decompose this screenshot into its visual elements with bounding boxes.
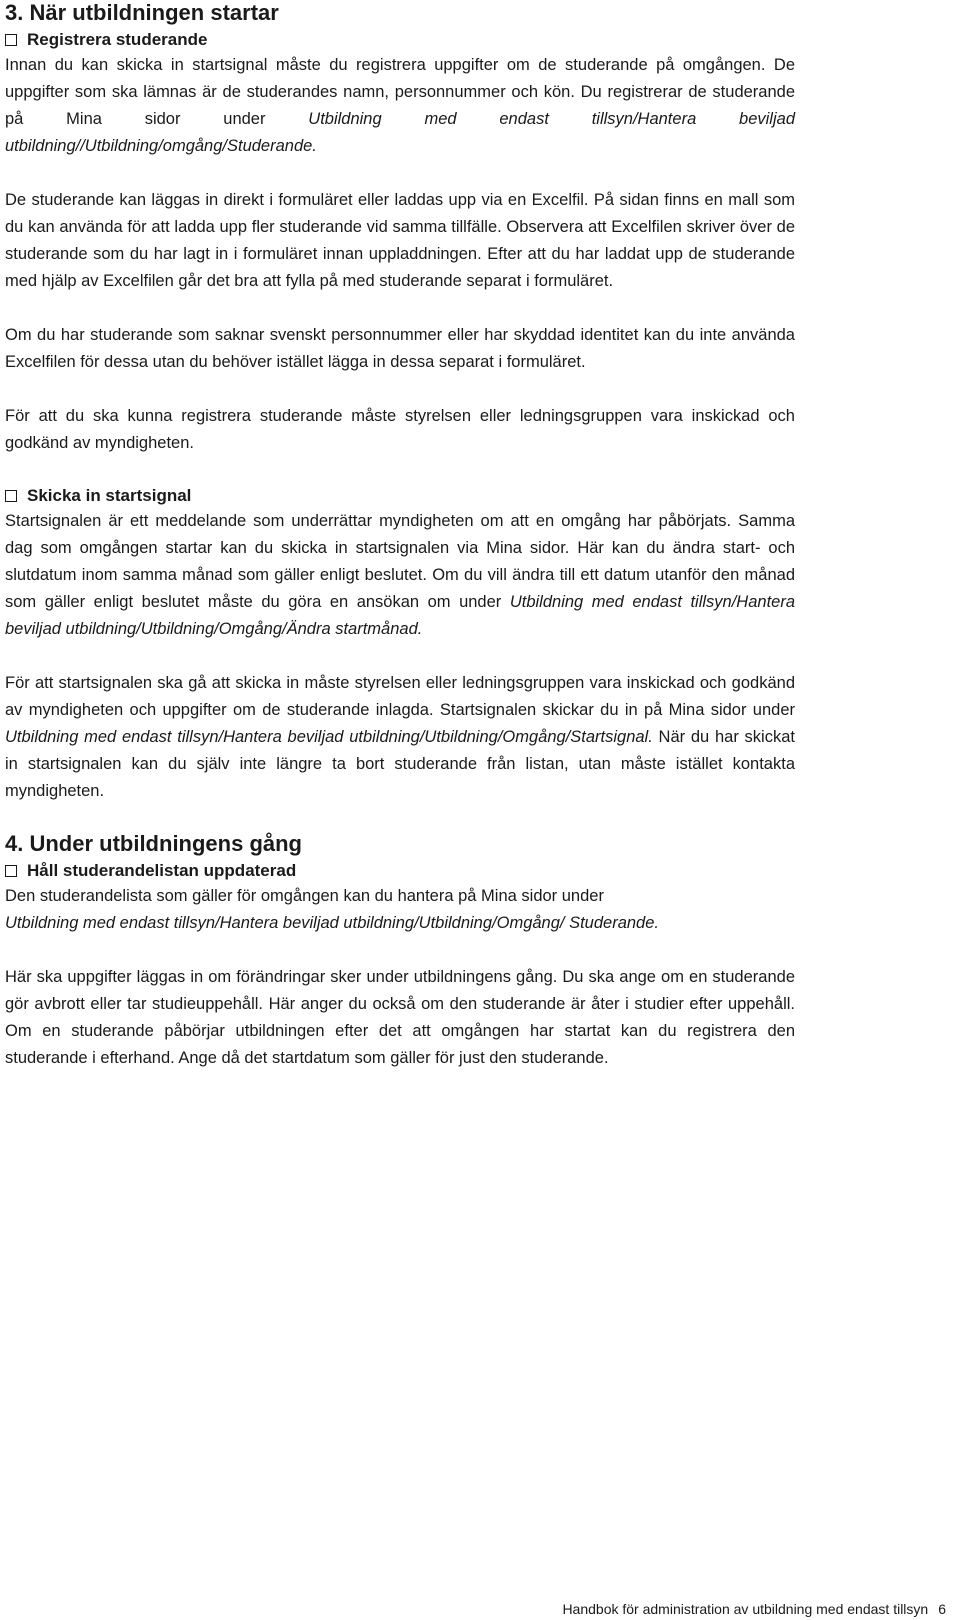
- checklist-item-title: Registrera studerande: [27, 30, 208, 49]
- paragraph: De studerande kan läggas in direkt i formuläret eller laddas upp via en Excelfil. På sidan finns en mall som du kan använda för att ladda upp fler studerande vid samma tillfälle. Observera att Excelfilen skriver över de studerande som du har lagt in i formuläret innan uppladdningen. Efter att du har laddat upp de studerande med hjälp av Excelfilen går det bra att fylla på med studerande separat i formuläret.: [5, 191, 795, 290]
- menu-path: Utbildning med endast tillsyn/Hantera beviljad utbildning/Utbildning/Omgång/Startsignal.: [5, 728, 653, 746]
- checklist-item-skicka-in-startsignal: [5, 484, 795, 508]
- paragraph: Här ska uppgifter läggas in om förändringar sker under utbildningens gång. Du ska ange om en studerande gör avbrott eller tar studieuppehåll. Här anger du också om den studerande är åter i studier efter uppehåll. Om en studerande påbörjar utbildningen efter det att omgången har startat kan du registrera den studerande i efterhand. Ange då det startdatum som gäller för just den studerande.: [5, 968, 795, 1067]
- paragraph: För att startsignalen ska gå att skicka in måste styrelsen eller ledningsgruppen vara inskickad och godkänd av myndigheten och uppgifter om de studerande inlagda. Startsignalen skickar du in på Mina sidor under Utbildning med endast tillsyn/Hantera beviljad utbildning/Utbildning/Omgång/Startsignal. När du har skickat in startsignalen kan du själv inte längre ta bort studerande från listan, utan måste istället kontakta myndigheten.: [5, 674, 795, 800]
- checklist-item-title: Skicka in startsignal: [27, 486, 192, 505]
- menu-path: Utbildning med endast tillsyn/Hantera beviljad utbildning//Utbildning/omgång/Studerande.: [5, 110, 795, 155]
- paragraph: För att du ska kunna registrera studerande måste styrelsen eller ledningsgruppen vara inskickad och godkänd av myndigheten.: [5, 407, 795, 452]
- paragraph: Den studerandelista som gäller för omgången kan du hantera på Mina sidor under Utbildning med endast tillsyn/Hantera beviljad utbildning/Utbildning/Omgång/ Studerande.: [5, 887, 659, 932]
- checklist-item-title: Håll studerandelistan uppdaterad: [27, 861, 297, 880]
- page-footer: [562, 1600, 946, 1618]
- menu-path: Utbildning med endast tillsyn/Hantera beviljad utbildning/Utbildning/Omgång/ Studerande.: [5, 914, 659, 932]
- footer-title: Handbok för administration av utbildning med endast tillsyn: [562, 1601, 929, 1617]
- paragraph: Om du har studerande som saknar svenskt personnummer eller har skyddad identitet kan du inte använda Excelfilen för dessa utan du behöver istället lägga in dessa separat i formuläret.: [5, 326, 795, 371]
- section-4-heading: 4. Under utbildningens gång: [5, 831, 302, 856]
- menu-path: Utbildning med endast tillsyn/Hantera beviljad utbildning/Utbildning/Omgång/Ändra startmånad.: [5, 593, 795, 638]
- checkbox-icon: [5, 34, 17, 46]
- checkbox-icon: [5, 490, 17, 502]
- paragraph: Startsignalen är ett meddelande som underrättar myndigheten om att en omgång har påbörjats. Samma dag som omgången startar kan du skicka in startsignalen via Mina sidor. Här kan du ändra start- och slutdatum inom samma månad som gäller enligt beslutet. Om du vill ändra till ett datum utanför den månad som gäller enligt beslutet måste du göra en ansökan om under Utbildning med endast tillsyn/Hantera beviljad utbildning/Utbildning/Omgång/Ändra startmånad.: [5, 512, 795, 638]
- document-page: [5, 0, 795, 1072]
- page-number: 6: [938, 1601, 946, 1617]
- checklist-item-hall-studerandelistan: [5, 859, 795, 883]
- section-3-heading: 3. När utbildningen startar: [5, 0, 279, 25]
- paragraph: Innan du kan skicka in startsignal måste du registrera uppgifter om de studerande på omgången. De uppgifter som ska lämnas är de studerandes namn, personnummer och kön. Du registrerar de studerande på Mina sidor under Utbildning med endast tillsyn/Hantera beviljad utbildning//Utbildning/omgång/Studerande.: [5, 56, 795, 155]
- checkbox-icon: [5, 865, 17, 877]
- checklist-item-registrera-studerande: [5, 28, 795, 52]
